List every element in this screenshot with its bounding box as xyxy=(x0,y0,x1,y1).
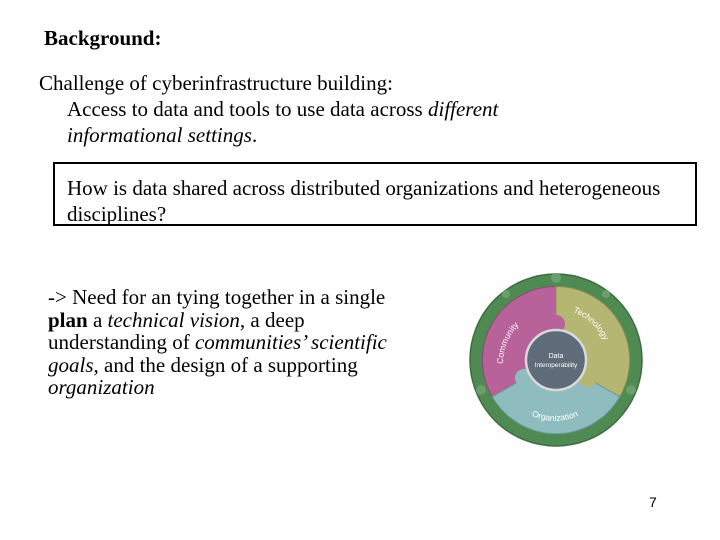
center-hub xyxy=(526,330,586,390)
interoperability-wheel-diagram xyxy=(465,272,647,448)
intro-line-2-italic: different informational settings xyxy=(67,97,499,147)
community-label: Community xyxy=(494,319,521,365)
page-number: 7 xyxy=(649,494,657,510)
slide-heading: Background: xyxy=(44,26,162,50)
need-organization: organization xyxy=(48,375,155,399)
intro-line-2 xyxy=(39,96,599,148)
technology-label: Technology xyxy=(572,304,612,342)
intro-line-2-prefix: Access to data and tools to use data across xyxy=(67,97,428,121)
intro-line-2-suffix: . xyxy=(251,123,258,147)
need-paragraph xyxy=(48,286,388,399)
organization-label: Organization xyxy=(530,408,580,423)
need-part-3: , a deep understanding of xyxy=(48,307,305,354)
need-goals: communities’ scientific goals xyxy=(48,330,387,377)
question-text: How is data shared across distributed organizations and heterogeneous disciplines? xyxy=(67,176,661,226)
need-vision: technical vision xyxy=(107,307,240,332)
intro-text xyxy=(39,70,599,148)
need-part-2: a xyxy=(87,307,108,332)
need-part-1: -> Need for an tying together in a single xyxy=(48,285,386,309)
intro-line-1: Challenge of cyberinfrastructure building: xyxy=(39,71,393,95)
need-plan: plan xyxy=(48,307,88,332)
need-part-4: , and the design of a supporting xyxy=(93,352,358,377)
center-label-line-2: Interoperability xyxy=(534,362,578,369)
question-box xyxy=(53,162,697,226)
center-label-line-1: Data xyxy=(548,353,564,360)
